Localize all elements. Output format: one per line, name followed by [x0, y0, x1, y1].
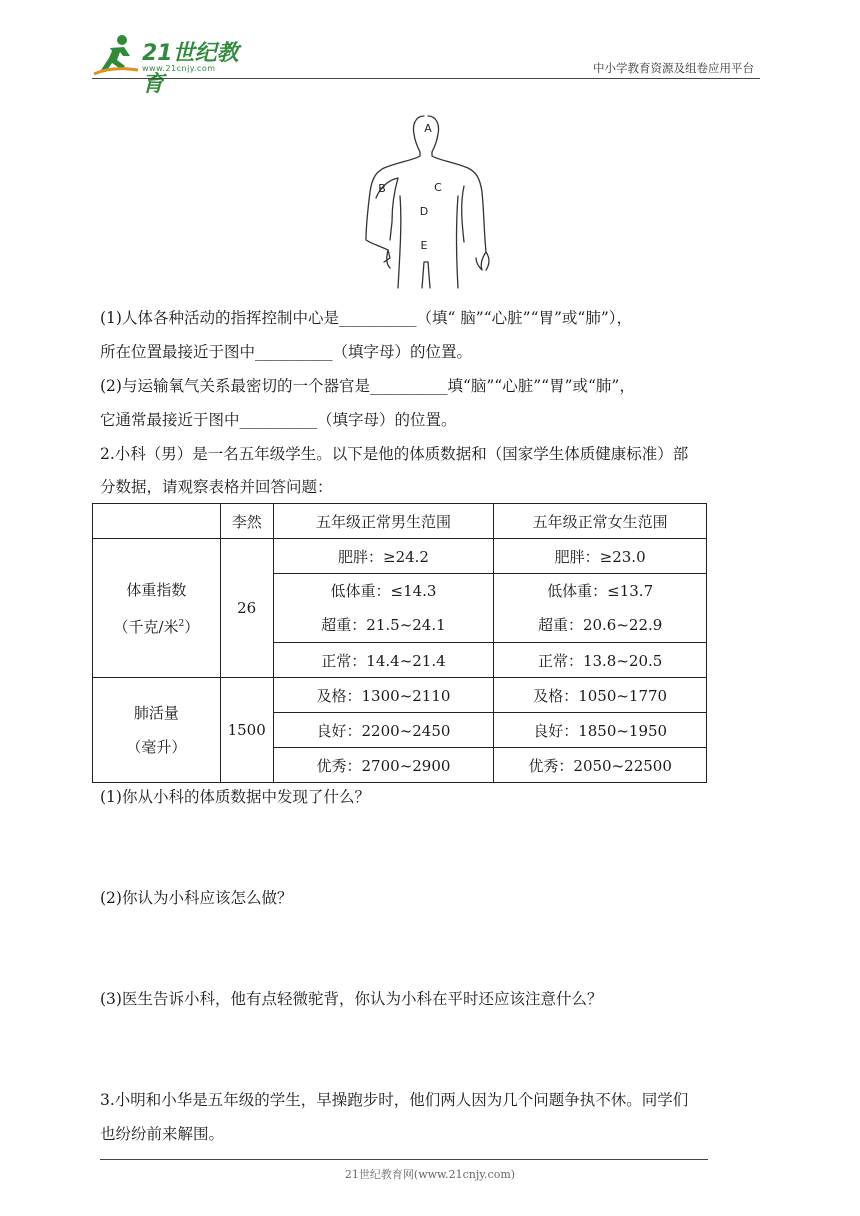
figure-label-a: A — [424, 122, 432, 135]
weight-unit-sup: 2 — [178, 618, 185, 629]
q1-line1: (1)人体各种活动的指挥控制中心是__________（填“ 脑”“心脏”“胃”或“肺”）， — [100, 309, 633, 327]
footer-divider — [100, 1159, 708, 1160]
human-body-diagram — [358, 112, 498, 292]
runner-logo-icon — [92, 32, 142, 78]
fitness-data-table — [92, 503, 707, 783]
q2-line1: 2.小科（男）是一名五年级学生。以下是他的体质数据和（国家学生体质健康标准）部 — [100, 445, 689, 463]
male-weight-low: 低体重：≤14.3 — [330, 582, 437, 600]
male-lung-good: 良好：2200~2450 — [273, 713, 494, 748]
table-header-row — [93, 504, 707, 539]
q1-line2: 所在位置最接近于图中__________（填字母）的位置。 — [100, 343, 473, 361]
q3-line2: 也纷纷前来解围。 — [100, 1125, 225, 1143]
figure-label-d: D — [419, 205, 429, 218]
male-lung-excellent: 优秀：2700~2900 — [273, 748, 494, 783]
weight-unit-prefix: （千克/米 — [113, 617, 179, 636]
female-weight-low: 低体重：≤13.7 — [547, 582, 654, 600]
logo — [92, 32, 257, 97]
male-weight-low-over-cell — [273, 574, 494, 643]
table-header-student: 李然 — [220, 504, 273, 539]
table-row — [93, 539, 707, 574]
lung-capacity-label-cell — [93, 678, 221, 783]
lung-capacity-value: 1500 — [220, 678, 273, 783]
q2-sub2: (2)你认为小科应该怎么做？ — [100, 889, 293, 907]
q1-line3: (2)与运输氧气关系最密切的一个器官是__________填“脑”“心脏”“胃”或“肺”， — [100, 377, 635, 395]
table-header-female-range: 五年级正常女生范围 — [494, 504, 707, 539]
page-footer: 21世纪教育网(www.21cnjy.com) — [344, 1168, 516, 1181]
female-weight-low-over-cell — [494, 574, 707, 643]
female-lung-good: 良好：1850~1950 — [494, 713, 707, 748]
male-lung-pass: 及格：1300~2110 — [273, 678, 494, 713]
q1-line4: 它通常最接近于图中__________（填字母）的位置。 — [100, 411, 457, 429]
q2-sub1: (1)你从小科的体质数据中发现了什么？ — [100, 788, 370, 806]
female-lung-pass: 及格：1050~1770 — [494, 678, 707, 713]
figure-label-c: C — [434, 181, 442, 194]
logo-url: www.21cnjy.com — [142, 64, 216, 73]
female-weight-obese: 肥胖：≥23.0 — [494, 539, 707, 574]
female-lung-excellent: 优秀：2050~22500 — [494, 748, 707, 783]
q2-line2: 分数据，请观察表格并回答问题： — [100, 478, 333, 496]
header-platform-name: 中小学教育资源及组卷应用平台 — [593, 61, 754, 75]
weight-index-value: 26 — [220, 539, 273, 678]
female-weight-over: 超重：20.6~22.9 — [537, 616, 663, 634]
table-header-empty — [93, 504, 221, 539]
weight-index-unit — [93, 607, 220, 644]
weight-index-label-cell — [93, 539, 221, 678]
female-weight-normal: 正常：13.8~20.5 — [494, 643, 707, 678]
male-weight-over: 超重：21.5~24.1 — [321, 616, 446, 634]
lung-capacity-label: 肺活量 — [133, 704, 179, 722]
male-weight-obese: 肥胖：≥24.2 — [273, 539, 494, 574]
human-body-outline-icon — [358, 112, 498, 292]
figure-label-e: E — [420, 239, 428, 252]
male-weight-normal: 正常：14.4~21.4 — [273, 643, 494, 678]
table-row — [93, 678, 707, 713]
page-header — [92, 30, 760, 97]
q3-line1: 3.小明和小华是五年级的学生，早操跑步时，他们两人因为几个问题争执不休。同学们 — [100, 1091, 689, 1109]
lung-capacity-unit: （毫升） — [126, 738, 187, 756]
weight-index-label: 体重指数 — [126, 580, 187, 599]
figure-label-b: B — [378, 182, 386, 195]
table-header-male-range: 五年级正常男生范围 — [273, 504, 494, 539]
header-divider — [92, 78, 760, 79]
q2-sub3: (3)医生告诉小科，他有点轻微驼背，你认为小科在平时还应该注意什么？ — [100, 990, 603, 1008]
logo-text: 21世纪教育 — [142, 41, 239, 97]
weight-unit-suffix: ） — [184, 617, 200, 636]
